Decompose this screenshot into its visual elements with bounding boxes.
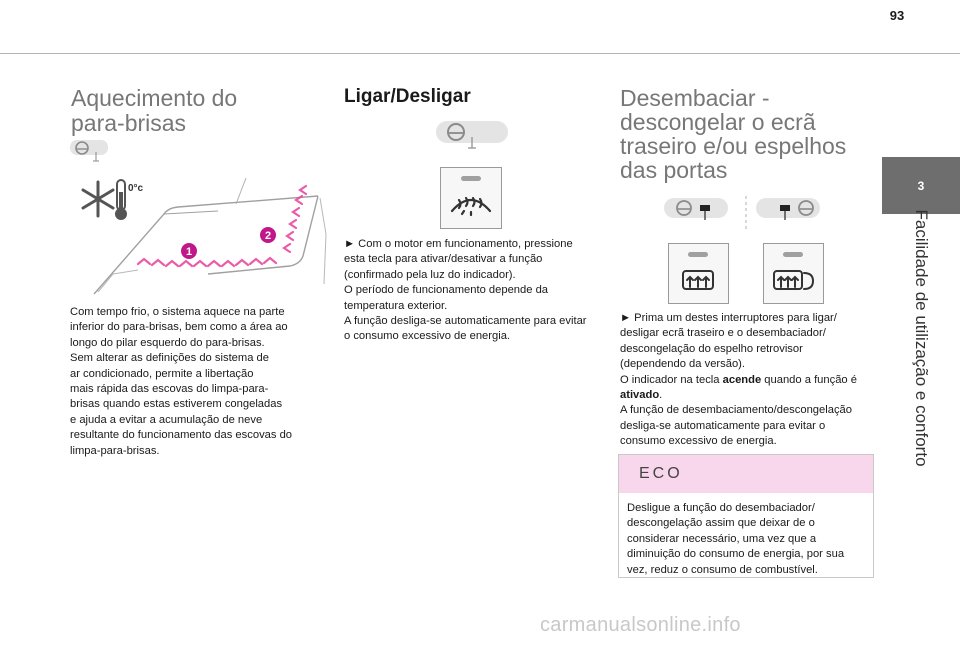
section-heading-demist <box>620 86 846 182</box>
on-off-text: ► Com o motor em funcionamento, pressione esta tecla para ativar/desativar a função (confirmado pela luz do indicador). O período de funcionamento depende da temperatura exterior. A função desliga-se automaticamente para evitar o consumo excessivo de energia. <box>344 238 587 343</box>
watermark: carmanualsonline.info <box>540 614 741 636</box>
indicator-sentence: O indicador na tecla acende quando a função é <box>620 373 857 386</box>
section-heading-windscreen-heating <box>71 86 237 136</box>
svg-text:1: 1 <box>185 246 193 258</box>
heading-line: para-brisas <box>71 110 187 136</box>
heading-line: Desembaciar - <box>620 85 770 111</box>
section-heading-on-off: Ligar/Desligar <box>344 86 471 107</box>
eco-title: ECO <box>619 455 873 493</box>
thermometer-icon <box>115 180 127 220</box>
rear-mirror-defrost-button[interactable] <box>763 243 824 304</box>
demist-text: ► Prima um destes interruptores para ligar/ desligar ecrã traseiro e o desembaciador/ descongelação do espelho retrovisor (dependendo da versão). O indicador na tecla acende quando a função é ativado. A função de desembaciamento/descongelação desliga-se automaticamente para evitar o consumo excessivo de energia. <box>620 312 857 448</box>
chapter-title: Facilidade de utilização e conforto <box>912 209 931 467</box>
heading-line: das portas <box>620 157 728 183</box>
dashboard-location-icons <box>664 196 828 230</box>
snowflake-icon <box>83 182 113 216</box>
eco-tip-box <box>618 454 874 578</box>
chapter-tab[interactable]: 3 <box>882 157 960 214</box>
temperature-label: 0°c <box>128 183 144 194</box>
windscreen-heating-text: Com tempo frio, o sistema aquece na parte inferior do para-brisas, bem como a área ao longo do pilar esquerdo do para-brisas. Sem alterar as definições do sistema de ar condicionado, permite a libertação mais rápida das escovas do limpa-para- brisas quando estas estiverem congeladas e ajuda a evitar a acumulação de neve resultante do funcionamento das escovas do limpa-para-brisas. <box>70 306 293 457</box>
heading-line: traseiro e/ou espelhos <box>620 133 847 159</box>
heading-line: descongelar o ecrã <box>620 109 816 135</box>
windscreen-heating-illustration <box>68 174 328 298</box>
steering-location-icon <box>70 140 108 166</box>
steering-location-icon <box>436 121 508 151</box>
heated-zone-pillar <box>284 186 306 252</box>
eco-text: Desligue a função do desembaciador/ descongelação assim que deixar de o considerar necessário, uma vez que a diminuição do consumo de energia, por sua vez, reduz o consumo de combustível. <box>627 502 845 576</box>
page-number: 93 <box>889 8 905 23</box>
heading-line: Aquecimento do <box>71 85 238 111</box>
header-divider <box>0 53 960 54</box>
rear-screen-defrost-button[interactable] <box>668 243 729 304</box>
svg-text:2: 2 <box>264 230 272 242</box>
heated-zone-lower <box>138 258 276 266</box>
windscreen-defrost-button[interactable] <box>440 167 502 229</box>
